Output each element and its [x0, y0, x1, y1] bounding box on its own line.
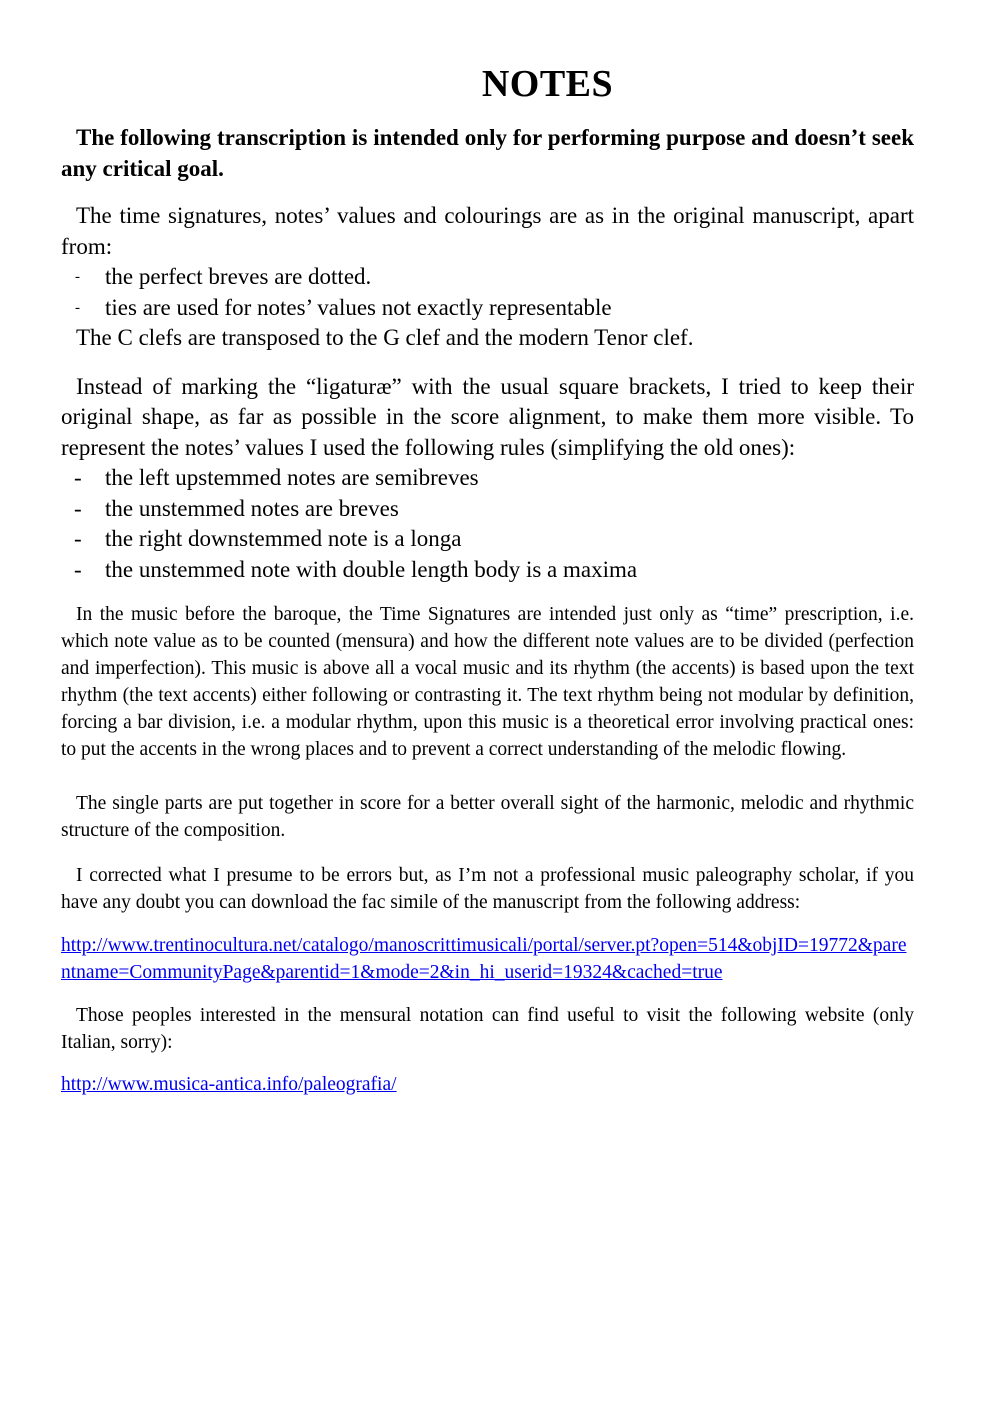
clefs-paragraph: The C clefs are transposed to the G clef and the modern Tenor clef. [76, 325, 694, 350]
list-marker: - [75, 269, 80, 285]
ligatures-paragraph: Instead of marking the “ligaturæ” with the usual square brackets, I tried to keep their original shape, as far as possible in the score alignment, to make them more visible. To represent the notes’ values I used the following rules (simplifying the old ones): [61, 373, 914, 460]
time-signature-history-paragraph: In the music before the baroque, the Time Signatures are intended just only as “time” prescription, i.e. which note value as to be counted (mensura) and how the different note values are to be divided (perfection and imperfection). This music is above all a vocal music and its rhythm (the accents) is based upon the text rhythm (the text accents) either following or contrasting it. The text rhythm being not modular by definition, forcing a bar division, i.e. a modular rhythm, upon this music is a theoretical error involving practical ones: to put the accents in the wrong places and to prevent a correct understanding of the melodic flowing. [61, 604, 914, 760]
list-marker: - [75, 299, 80, 316]
rules-list [61, 463, 914, 585]
lead-paragraph: The following transcription is intended only for performing purpose and doesn’t seek any critical goal. [61, 125, 914, 181]
list-marker: - [74, 465, 82, 490]
list-item: - the unstemmed notes are breves [61, 494, 914, 525]
list-marker: - [74, 495, 82, 521]
document-body [61, 60, 914, 1098]
download-paragraph: I corrected what I presume to be errors but, as I’m not a professional music paleography scholar, if you have any doubt you can download the fac simile of the manuscript from the following address: [61, 865, 914, 913]
list-marker: - [74, 526, 82, 551]
list-item: - the right downstemmed note is a longa [61, 524, 914, 555]
list-item: - the perfect breves are dotted. [61, 262, 914, 293]
list-item: - the left upstemmed notes are semibreves [61, 463, 914, 494]
manuscript-link[interactable]: http://www.trentinocultura.net/catalogo/manoscrittimusicali/portal/server.pt?open=514&objID=19772&parentname=CommunityPage&parentid=1&mode=2&in_hi_userid=19324&cached=true [61, 935, 907, 983]
time-signatures-paragraph: The time signatures, notes’ values and colourings are as in the original manuscript, apart from: [61, 203, 914, 259]
notation-paragraph: Those peoples interested in the mensural notation can find useful to visit the following website (only Italian, sorry): [61, 1005, 914, 1053]
page-title: NOTES [481, 63, 614, 105]
paleografia-link[interactable]: http://www.musica-antica.info/paleografia/ [61, 1074, 397, 1095]
list-item: - ties are used for notes’ values not exactly representable [61, 293, 914, 324]
exceptions-list [61, 262, 914, 323]
list-marker: - [74, 556, 82, 582]
score-paragraph: The single parts are put together in score for a better overall sight of the harmonic, melodic and rhythmic structure of the composition. [61, 793, 914, 841]
list-item: - the unstemmed note with double length body is a maxima [61, 555, 914, 586]
